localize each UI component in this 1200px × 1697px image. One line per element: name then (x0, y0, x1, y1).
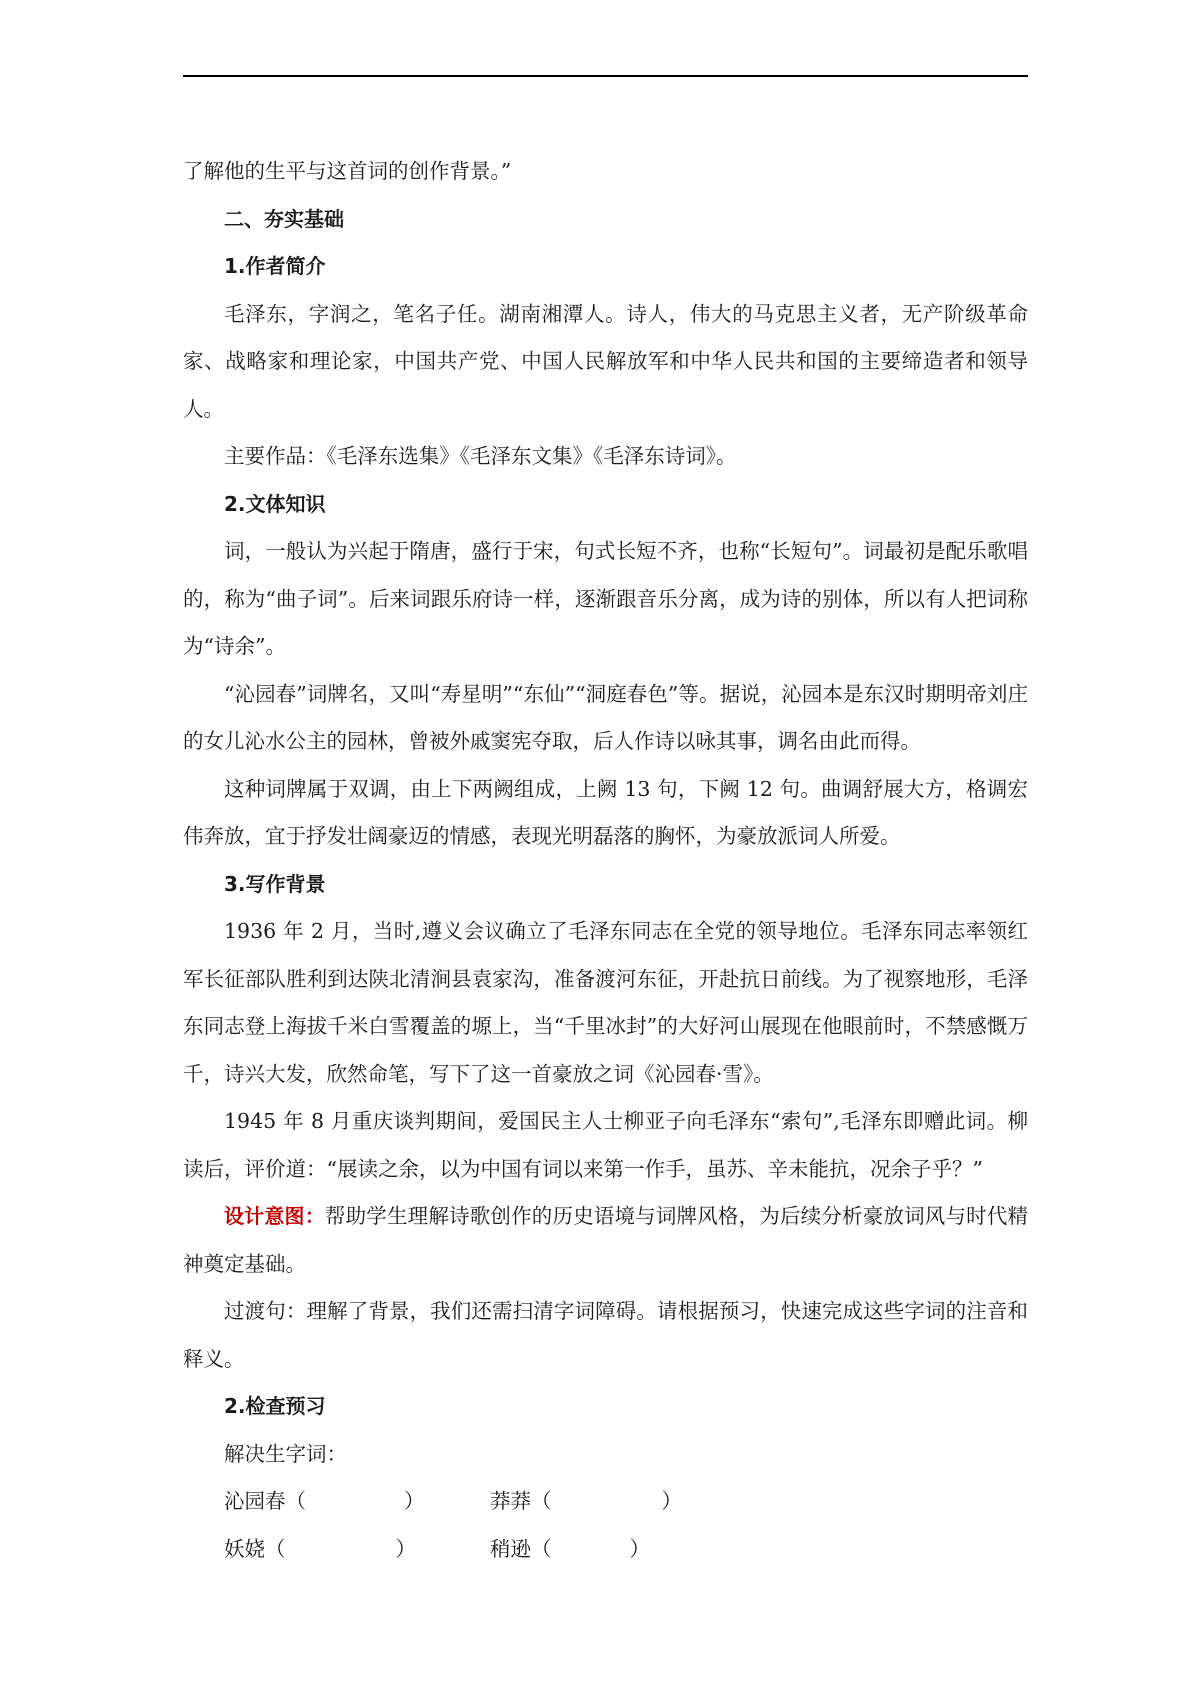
genre-heading: 2.文体知识 (224, 491, 326, 516)
vocab-item (224, 1478, 490, 1526)
open-bracket: （ (285, 1489, 306, 1513)
preview-intro: 解决生字词： (224, 1441, 347, 1466)
open-bracket: （ (531, 1536, 552, 1561)
author-heading: 1.作者简介 (224, 254, 326, 278)
close-bracket: ） (404, 1489, 425, 1513)
vocab-row (183, 1478, 1028, 1526)
close-bracket: ） (629, 1536, 650, 1561)
author-works: 主要作品：《毛泽东选集》《毛泽东文集》《毛泽东诗词》。 (224, 444, 737, 468)
background-heading: 3.写作背景 (224, 871, 326, 896)
vocab-item (490, 1478, 756, 1526)
document-body (183, 148, 1028, 1573)
preview-heading: 2.检查预习 (224, 1394, 326, 1418)
design-intent-label: 设计意图： (224, 1204, 325, 1228)
chongqing-paragraph: 1945 年 8 月重庆谈判期间，爱国民主人士柳亚子向毛泽东“索句”,毛泽东即赠此词。柳读后，评价道：“展读之余，以为中国有词以来第一作手，虽苏、辛未能抗，况余子乎？” (183, 1109, 1028, 1181)
header-rule (183, 75, 1028, 77)
vocab-word: 妖娆 (224, 1536, 265, 1561)
vocab-item (490, 1526, 756, 1574)
vocab-word: 沁园春 (224, 1489, 286, 1513)
continuation-text: 了解他的生平与这首词的创作背景。” (183, 159, 512, 183)
genre-paragraph: 词，一般认为兴起于隋唐，盛行于宋，句式长短不齐，也称“长短句”。词最初是配乐歌唱的，称为“曲子词”。后来词跟乐府诗一样，逐渐跟音乐分离，成为诗的别体，所以有人把词称为“诗余”。 (183, 539, 1028, 658)
section-title: 二、夯实基础 (224, 206, 344, 231)
vocab-item (224, 1526, 490, 1574)
close-bracket: ） (661, 1489, 682, 1513)
vocab-word: 稍逊 (490, 1536, 531, 1561)
design-intent-paragraph (183, 1193, 1028, 1288)
open-bracket: （ (265, 1536, 286, 1561)
structure-paragraph: 这种词牌属于双调，由上下两阙组成，上阙 13 句，下阙 12 句。曲调舒展大方，格调宏伟奔放，宜于抒发壮阔豪迈的情感，表现光明磊落的胸怀，为豪放派词人所爱。 (183, 776, 1028, 848)
design-intent-text: 帮助学生理解诗歌创作的历史语境与词牌风格，为后续分析豪放词风与时代精神奠定基础。 (183, 1204, 1028, 1276)
transition-sentence: 过渡句：理解了背景，我们还需扫清字词障碍。请根据预习，快速完成这些字词的注音和释义。 (183, 1299, 1028, 1371)
author-bio: 毛泽东，字润之，笔名子任。湖南湘潭人。诗人，伟大的马克思主义者，无产阶级革命家、战略家和理论家，中国共产党、中国人民解放军和中华人民共和国的主要缔造者和领导人。 (183, 301, 1028, 421)
open-bracket: （ (531, 1489, 552, 1513)
background-paragraph: 1936 年 2 月，当时,遵义会议确立了毛泽东同志在全党的领导地位。毛泽东同志率领红军长征部队胜利到达陕北清涧县袁家沟，准备渡河东征，开赴抗日前线。为了视察地形，毛泽东同志登上海拔千米白雪覆盖的塬上，当“千里冰封”的大好河山展现在他眼前时，不禁感慨万千，诗兴大发，欣然命笔，写下了这一首豪放之词《沁园春·雪》。 (183, 919, 1028, 1086)
vocab-row (183, 1526, 1028, 1574)
cipai-paragraph: “沁园春”词牌名，又叫“寿星明”“东仙”“洞庭春色”等。据说，沁园本是东汉时期明帝刘庄的女儿沁水公主的园林，曾被外戚窦宪夺取，后人作诗以咏其事，调名由此而得。 (183, 681, 1028, 753)
close-bracket: ） (395, 1536, 416, 1561)
vocab-word: 莽莽 (490, 1489, 531, 1513)
